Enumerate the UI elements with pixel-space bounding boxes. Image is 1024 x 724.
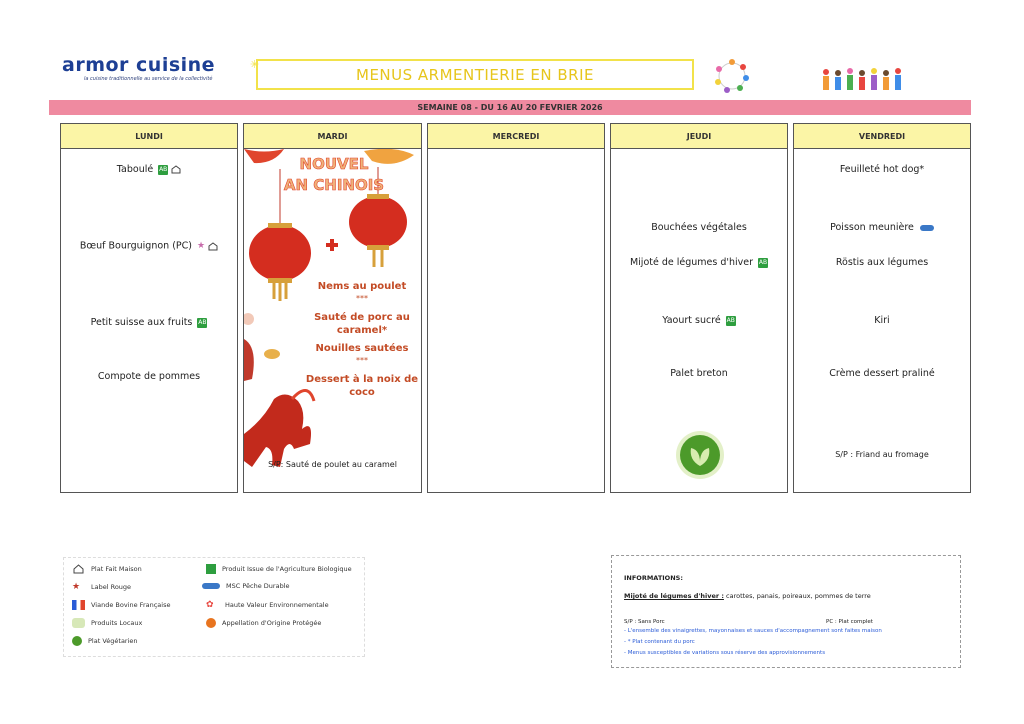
sparkle-icon: ✳: [250, 58, 260, 71]
info-mijote: [624, 592, 871, 600]
legend-label: Haute Valeur Environnementale: [225, 601, 329, 609]
dish-row: [61, 164, 237, 176]
aop-icon: [206, 618, 216, 628]
day-header-lundi: LUNDI: [61, 124, 237, 149]
legend-item: [206, 618, 321, 628]
info-note: - * Plat contenant du porc: [624, 639, 695, 645]
dish-name: Compote de pommes: [97, 371, 201, 382]
organic-icon: [206, 564, 216, 574]
homemade-icon: [171, 165, 181, 174]
info-mijote-text: carottes, panais, poireaux, pommes de terre: [726, 592, 871, 600]
day-column-jeudi: [610, 123, 788, 493]
info-mijote-label: Mijoté de légumes d'hiver :: [624, 592, 724, 600]
local-products-icon: [72, 618, 85, 628]
dish-row: [794, 315, 970, 327]
day-column-mercredi: [427, 123, 605, 493]
separator: ***: [356, 356, 368, 365]
organic-icon: AB: [726, 316, 735, 324]
legend-label: Viande Bovine Française: [91, 601, 171, 609]
legend-label: Produits Locaux: [91, 619, 143, 627]
legend-label: MSC Pêche Durable: [226, 582, 290, 590]
dish-row: [611, 315, 787, 327]
legend-item: [206, 564, 352, 574]
legend: [63, 557, 365, 657]
dish-name: Feuilleté hot dog*: [839, 164, 925, 175]
dish-name: Dessert à la noix de coco: [305, 374, 419, 398]
day-header-vendredi: VENDREDI: [794, 124, 970, 149]
children-circle-icon: [710, 56, 754, 96]
separator: ***: [356, 294, 368, 303]
legend-item: [72, 618, 142, 628]
day-column-lundi: [60, 123, 238, 493]
dish-row: [611, 257, 787, 269]
dish-name: Sauté de porc au caramel*: [314, 312, 410, 336]
label-rouge-icon: ★: [197, 241, 206, 251]
legend-label: Plat Fait Maison: [91, 565, 142, 573]
day-column-vendredi: [793, 123, 971, 493]
brand-tagline: la cuisine traditionnelle au service de la collectivité: [84, 76, 213, 82]
dish-name: Taboulé: [116, 164, 154, 175]
theme-line: NOUVEL: [299, 155, 369, 173]
dish-row: [794, 368, 970, 380]
dish-name: Poisson meunière: [830, 222, 914, 233]
page-title: MENUS ARMENTIERIE EN BRIE: [356, 65, 594, 84]
dish-name: Bouchées végétales: [651, 222, 747, 233]
homemade-icon: [208, 242, 218, 251]
dish-row: [61, 317, 237, 329]
organic-icon: AB: [159, 165, 168, 173]
legend-item: [202, 582, 290, 590]
organic-icon: AB: [758, 258, 768, 266]
sans-porc-alternative: S/P : Friand au fromage: [835, 450, 929, 459]
homemade-icon: [72, 564, 85, 574]
legend-label: Plat Végétarien: [88, 637, 138, 645]
msc-fish-icon: [202, 583, 220, 589]
page-title-box: [256, 59, 694, 90]
legend-item: [206, 600, 329, 610]
week-bar: [49, 100, 971, 115]
vegetarian-icon: [675, 430, 725, 480]
dish-row: [61, 240, 237, 253]
legend-label: Appellation d'Origine Protégée: [222, 619, 322, 627]
dish-name: Crème dessert praliné: [829, 368, 935, 379]
legend-item: [72, 564, 142, 574]
dish-name: Nouilles sautées: [315, 343, 409, 354]
info-title: INFORMATIONS:: [624, 574, 683, 582]
dish-row: [794, 257, 970, 269]
info-note: - L'ensemble des vinaigrettes, mayonnaises et sauces d'accompagnement sont faites maison: [624, 628, 882, 634]
dish-row: [794, 222, 970, 234]
legend-item: [72, 636, 138, 646]
theme-title: [274, 154, 394, 196]
dish-name: Palet breton: [670, 368, 728, 379]
day-header-mardi: MARDI: [244, 124, 421, 149]
dish-name: Röstis aux légumes: [835, 257, 929, 268]
children-group-icon: [818, 64, 910, 94]
organic-icon: AB: [198, 318, 207, 326]
info-pc-definition: PC : Plat complet: [826, 619, 873, 625]
msc-fish-icon: [920, 225, 934, 231]
legend-label: Produit Issue de l'Agriculture Biologique: [222, 565, 352, 573]
vegetarian-icon: [72, 636, 82, 646]
day-header-mercredi: MERCREDI: [428, 124, 604, 149]
dish-name: Kiri: [874, 315, 890, 326]
dish-row: [794, 164, 970, 176]
label-rouge-icon: ★: [72, 582, 81, 592]
dish-name: Yaourt sucré: [662, 315, 721, 326]
info-sp-definition: S/P : Sans Porc: [624, 619, 665, 625]
dish-name: Mijoté de légumes d'hiver: [629, 257, 754, 268]
dish-name: Petit suisse aux fruits: [90, 317, 193, 328]
day-column-mardi: [243, 123, 422, 493]
legend-item: [72, 600, 170, 610]
dish-row: [611, 222, 787, 234]
legend-item: [72, 582, 131, 592]
day-header-jeudi: JEUDI: [611, 124, 787, 149]
dish-name: Nems au poulet: [317, 281, 407, 292]
brand-logo: armor cuisine: [62, 54, 216, 76]
hve-icon: ✿: [206, 600, 214, 610]
theme-line: AN CHINOIS: [283, 176, 385, 194]
dish-row: [61, 371, 237, 383]
information-box: [611, 555, 961, 668]
french-beef-icon: [72, 600, 85, 610]
info-note: - Menus susceptibles de variations sous réserve des approvisionnements: [624, 650, 826, 656]
week-label: SEMAINE 08 - DU 16 AU 20 FEVRIER 2026: [417, 103, 603, 112]
dish-name: Bœuf Bourguignon (PC): [79, 240, 192, 252]
legend-label: Label Rouge: [91, 583, 132, 591]
dish-row: [611, 368, 787, 380]
sans-porc-alternative: S/P: Sauté de poulet au caramel: [268, 460, 397, 469]
